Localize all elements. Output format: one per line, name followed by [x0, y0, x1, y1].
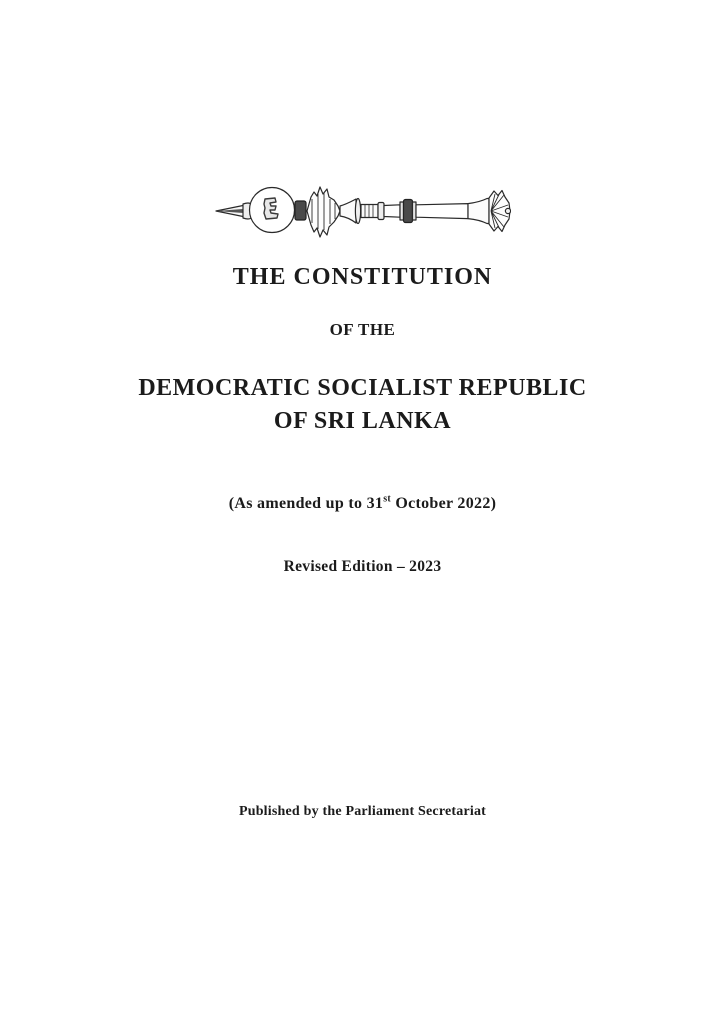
republic-title-line2: OF SRI LANKA [273, 408, 452, 434]
publisher-note: Published by the Parliament Secretariat [238, 804, 487, 819]
parliament-mace-icon [215, 183, 511, 243]
edition-note: Revised Edition – 2023 [283, 558, 442, 575]
page-title: THE CONSTITUTION [232, 264, 493, 290]
republic-title [0, 372, 725, 438]
amendment-note-ordinal-superscript: st [383, 493, 392, 505]
republic-title-line1: DEMOCRATIC SOCIALIST REPUBLIC [138, 375, 587, 401]
amendment-note-prefix: (As amended up to 31 [228, 495, 384, 512]
amendment-note [0, 495, 725, 513]
parliament-mace-illustration [215, 183, 511, 243]
amendment-note-suffix: October 2022) [391, 495, 497, 512]
subtitle-of-the: OF THE [329, 320, 396, 339]
